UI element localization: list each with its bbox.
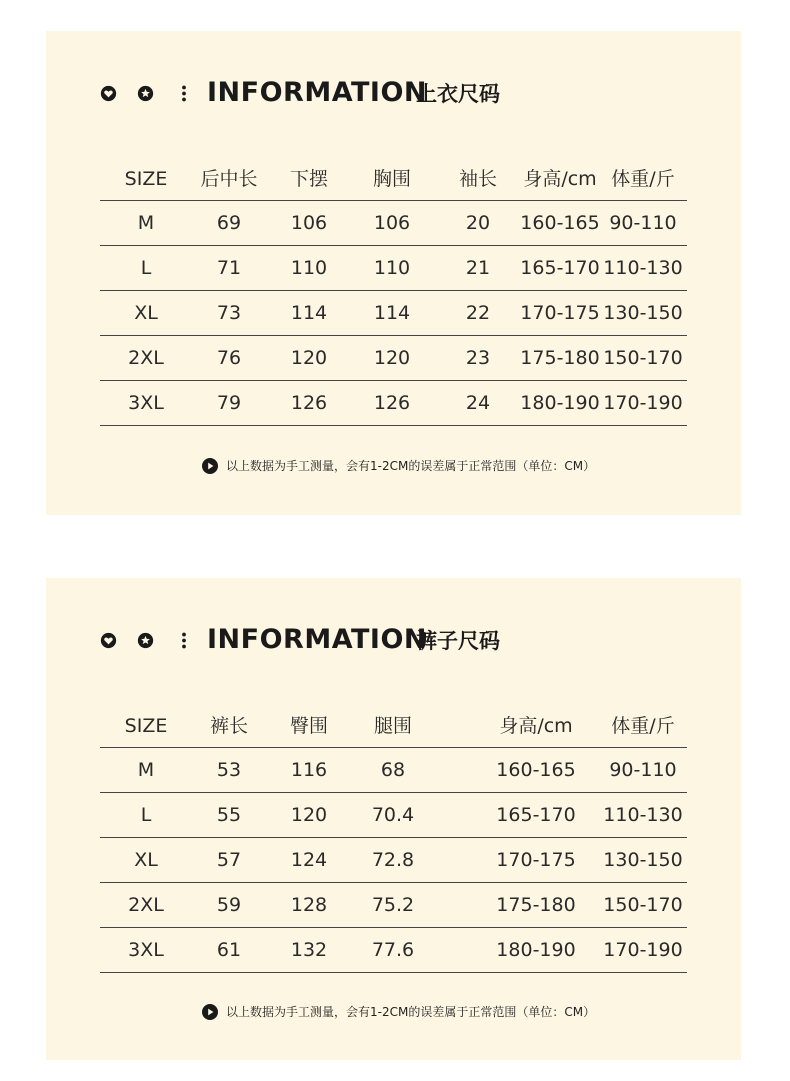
table-cell: 110: [290, 257, 328, 279]
table-row: [100, 838, 687, 883]
table-cell: M: [137, 212, 155, 234]
table-header-row: [100, 154, 687, 201]
table-cell: 90-110: [609, 759, 677, 781]
size-table: [100, 701, 687, 973]
size-table: [100, 154, 687, 426]
column-header: 臀围: [289, 715, 329, 737]
table-cell: 175-180: [520, 347, 600, 369]
table-cell: 79: [216, 392, 242, 414]
table-cell: 59: [216, 894, 242, 916]
table-cell: 132: [290, 939, 328, 961]
table-cell: 150-170: [603, 347, 683, 369]
column-header: SIZE: [124, 168, 168, 190]
table-cell: 110-130: [603, 257, 683, 279]
size-chart-panel-top: [46, 31, 741, 515]
table-row: [100, 336, 687, 381]
table-cell: 110: [373, 257, 411, 279]
table-cell: 106: [373, 212, 411, 234]
star-icon: [137, 632, 154, 649]
table-cell: 170-190: [603, 939, 683, 961]
table-cell: 170-175: [520, 302, 600, 324]
table-cell: 126: [290, 392, 328, 414]
column-header: 身高/cm: [499, 715, 573, 737]
table-cell: 180-190: [520, 392, 600, 414]
table-cell: 130-150: [603, 302, 683, 324]
table-cell: 73: [216, 302, 242, 324]
section-title: INFORMATION: [207, 77, 428, 108]
note-text: 以上数据为手工测量，会有1-2CM的误差属于正常范围（单位：CM）: [226, 1005, 596, 1019]
table-cell: 75.2: [371, 894, 415, 916]
table-cell: 90-110: [609, 212, 677, 234]
table-cell: 165-170: [520, 257, 600, 279]
table-cell: 22: [465, 302, 491, 324]
section-subtitle: 上衣尺码: [416, 82, 500, 106]
table-cell: 3XL: [128, 939, 164, 961]
table-cell: 114: [290, 302, 328, 324]
section-header: [100, 624, 700, 656]
table-cell: 2XL: [128, 894, 164, 916]
table-row: [100, 883, 687, 928]
table-cell: 120: [290, 347, 328, 369]
section-header: [100, 77, 700, 109]
heart-icon: [100, 632, 117, 649]
table-cell: 57: [216, 849, 242, 871]
column-header: 后中长: [200, 168, 258, 190]
table-cell: 53: [216, 759, 242, 781]
table-cell: 126: [373, 392, 411, 414]
table-row: [100, 291, 687, 336]
table-cell: 180-190: [496, 939, 576, 961]
table-cell: 20: [465, 212, 491, 234]
table-row: [100, 381, 687, 426]
table-cell: 68: [380, 759, 406, 781]
table-cell: 71: [216, 257, 242, 279]
table-row: [100, 246, 687, 291]
measurement-note: [202, 1002, 622, 1022]
table-cell: 72.8: [371, 849, 415, 871]
table-cell: M: [137, 759, 155, 781]
table-cell: 124: [290, 849, 328, 871]
column-header: 体重/斤: [611, 168, 675, 190]
table-cell: 2XL: [128, 347, 164, 369]
table-cell: 175-180: [496, 894, 576, 916]
table-cell: 160-165: [520, 212, 600, 234]
table-cell: 21: [465, 257, 491, 279]
heart-icon: [100, 85, 117, 102]
table-row: [100, 748, 687, 793]
table-cell: 165-170: [496, 804, 576, 826]
table-cell: 170-190: [603, 392, 683, 414]
table-cell: XL: [134, 849, 158, 871]
table-cell: 61: [216, 939, 242, 961]
table-header-row: [100, 701, 687, 748]
table-cell: 120: [290, 804, 328, 826]
star-icon: [137, 85, 154, 102]
measurement-note: [202, 456, 622, 476]
table-row: [100, 928, 687, 973]
table-cell: 24: [465, 392, 491, 414]
section-title: INFORMATION: [207, 624, 428, 655]
column-header: SIZE: [124, 715, 168, 737]
table-cell: 114: [373, 302, 411, 324]
vertical-dots-icon: [181, 632, 187, 649]
column-header: 身高/cm: [523, 168, 597, 190]
section-subtitle: 裤子尺码: [416, 629, 500, 653]
vertical-dots-icon: [181, 85, 187, 102]
column-header: 胸围: [372, 168, 412, 190]
column-header: 体重/斤: [611, 715, 675, 737]
note-text: 以上数据为手工测量，会有1-2CM的误差属于正常范围（单位：CM）: [226, 459, 596, 473]
table-cell: XL: [134, 302, 158, 324]
table-cell: 76: [216, 347, 242, 369]
table-cell: 106: [290, 212, 328, 234]
column-header: 裤长: [209, 715, 249, 737]
table-cell: 120: [373, 347, 411, 369]
table-cell: 130-150: [603, 849, 683, 871]
column-header: 腿围: [373, 715, 413, 737]
column-header: 下摆: [289, 168, 329, 190]
table-cell: 170-175: [496, 849, 576, 871]
table-cell: 69: [216, 212, 242, 234]
table-cell: L: [140, 257, 152, 279]
table-row: [100, 201, 687, 246]
table-cell: 70.4: [371, 804, 415, 826]
table-cell: 128: [290, 894, 328, 916]
table-cell: L: [140, 804, 152, 826]
column-header: 袖长: [458, 168, 498, 190]
table-cell: 77.6: [371, 939, 415, 961]
table-cell: 116: [290, 759, 328, 781]
table-cell: 23: [465, 347, 491, 369]
table-cell: 160-165: [496, 759, 576, 781]
table-row: [100, 793, 687, 838]
table-cell: 110-130: [603, 804, 683, 826]
play-icon: [202, 458, 218, 474]
size-chart-panel-bottom: [46, 578, 741, 1060]
table-cell: 55: [216, 804, 242, 826]
table-cell: 3XL: [128, 392, 164, 414]
play-icon: [202, 1004, 218, 1020]
table-cell: 150-170: [603, 894, 683, 916]
